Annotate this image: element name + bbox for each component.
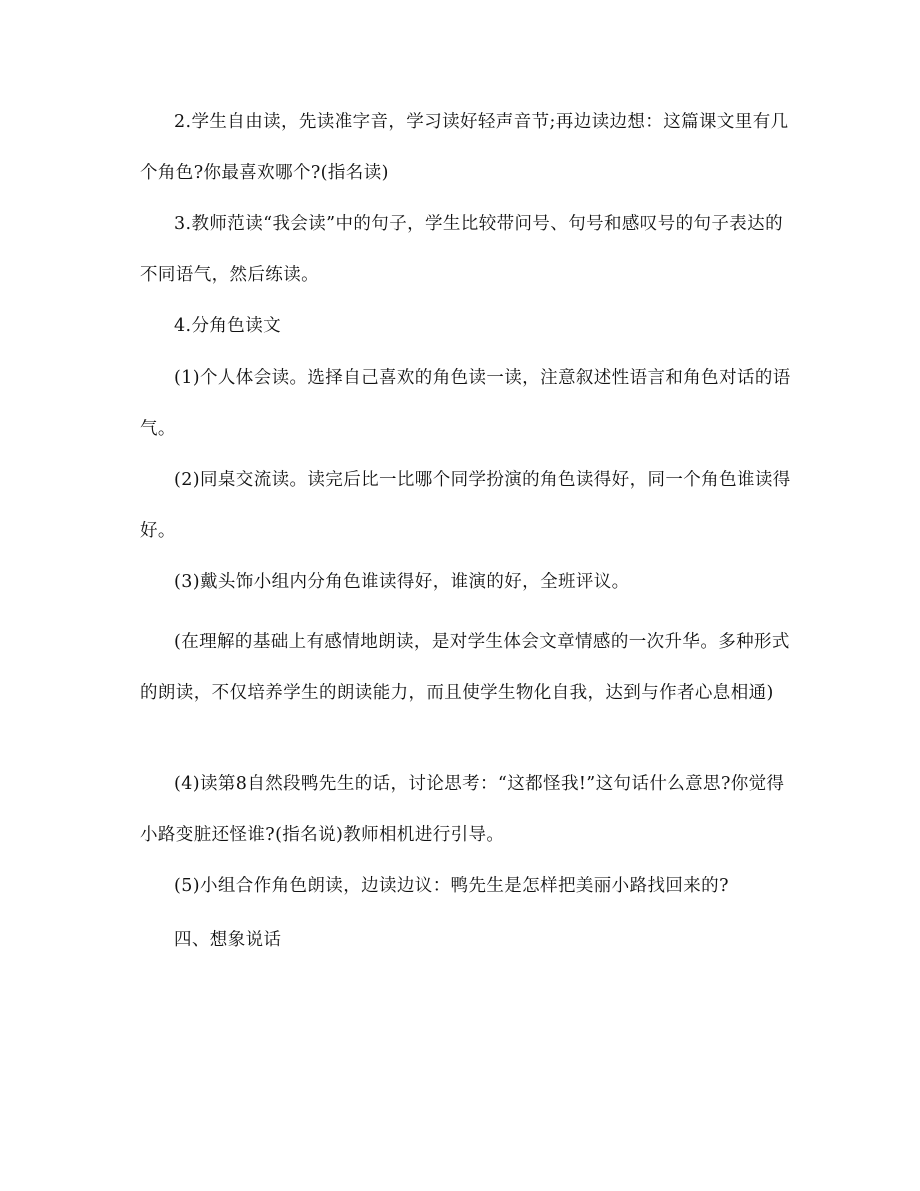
paragraph-sub-3: (3)戴头饰小组内分角色谁读得好，谁演的好，全班评议。 <box>174 572 630 592</box>
paragraph-step-4-heading: 4.分角色读文 <box>174 316 281 336</box>
paragraph-sub-1: (1)个人体会读。选择自己喜欢的角色读一读，注意叙述性语言和角色对话的语气。 <box>140 368 791 439</box>
paragraph-step-2: 2.学生自由读，先读准字音，学习读好轻声音节;再边读边想：这篇课文里有几个角色?你最喜欢哪个?(指名读) <box>140 112 789 183</box>
paragraph-step-3: 3.教师范读“我会读”中的句子，学生比较带问号、句号和感叹号的句子表达的不同语气，然后练读。 <box>140 214 783 285</box>
paragraph-sub-5: (5)小组合作角色朗读，边读边议：鸭先生是怎样把美丽小路找回来的? <box>174 876 729 896</box>
paragraph-commentary: (在理解的基础上有感情地朗读，是对学生体会文章情感的一次升华。多种形式的朗读，不仅培养学生的朗读能力，而且使学生物化自我，达到与作者心息相通) <box>140 632 790 703</box>
section-heading-imagine-speak: 四、想象说话 <box>174 930 282 950</box>
paragraph-sub-4: (4)读第8自然段鸭先生的话，讨论思考：“这都怪我!”这句话什么意思?你觉得小路变脏还怪谁?(指名说)教师相机进行引导。 <box>140 774 785 845</box>
paragraph-sub-2: (2)同桌交流读。读完后比一比哪个同学扮演的角色读得好，同一个角色谁读得好。 <box>140 470 791 541</box>
